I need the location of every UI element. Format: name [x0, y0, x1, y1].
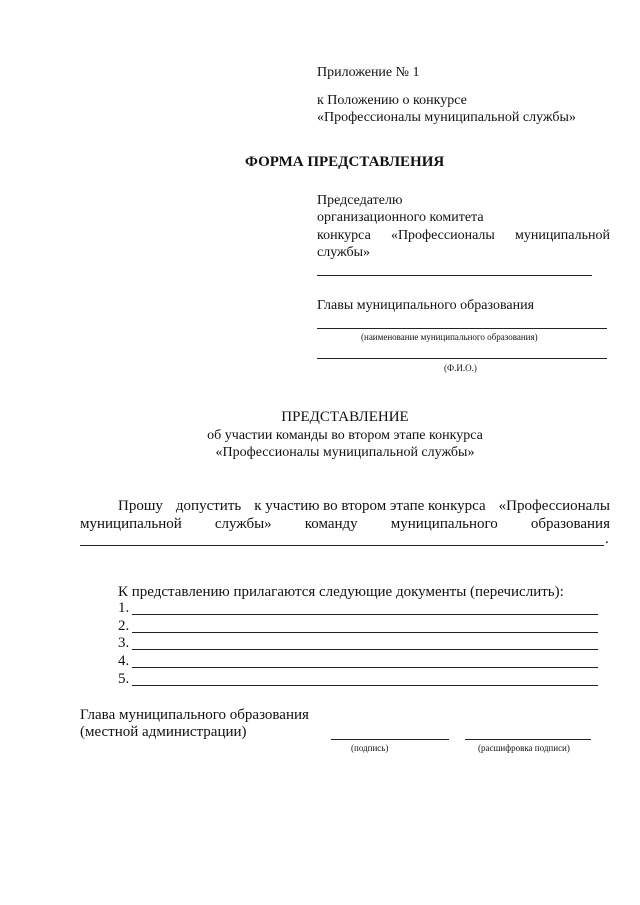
request-word: «Профессионалы — [498, 498, 610, 514]
addressee-word: муниципальной — [514, 228, 610, 243]
request-word: Прошу — [118, 498, 163, 514]
attachment-number: 5. — [118, 671, 130, 687]
request-word: муниципальной — [80, 516, 182, 532]
request-word: образования — [530, 516, 610, 532]
attachment-number: 1. — [118, 600, 130, 616]
municipality-name-field[interactable] — [317, 328, 607, 329]
attachment-number: 3. — [118, 635, 130, 651]
request-line-2 — [80, 515, 610, 533]
attachment-row — [118, 600, 598, 617]
attachments-intro: К представлению прилагаются следующие документы (перечислить): — [118, 584, 564, 600]
regulation-reference: к Положению о конкурсе — [317, 93, 467, 108]
addressee-word: «Профессионалы — [390, 228, 495, 243]
signature-decode-caption: (расшифровка подписи) — [478, 743, 570, 753]
municipality-caption: (наименование муниципального образования) — [361, 332, 538, 342]
addressee-line-4: службы» — [317, 245, 371, 260]
fio-caption: (Ф.И.О.) — [444, 363, 477, 373]
doc-title: ПРЕДСТАВЛЕНИЕ — [281, 409, 409, 425]
signatory-title-2: (местной администрации) — [80, 724, 247, 740]
request-word: к участию во втором этапе конкурса — [254, 498, 486, 514]
doc-subtitle-2: «Профессионалы муниципальной службы» — [215, 445, 475, 460]
attachment-row — [118, 671, 598, 688]
addressee-word: конкурса — [317, 228, 371, 243]
attachment-number: 4. — [118, 653, 130, 669]
request-word: команду — [304, 516, 358, 532]
municipality-entry-field[interactable] — [80, 545, 604, 546]
attachment-row — [118, 618, 598, 635]
request-end-mark: . — [605, 531, 609, 547]
signature-caption: (подпись) — [351, 743, 389, 753]
contest-name: «Профессионалы муниципальной службы» — [317, 110, 576, 125]
chairman-name-field[interactable] — [317, 275, 592, 276]
from-head-label: Главы муниципального образования — [317, 298, 535, 313]
attachment-field[interactable] — [132, 667, 598, 668]
attachment-field[interactable] — [132, 614, 598, 615]
attachment-field[interactable] — [132, 685, 598, 686]
attachment-row — [118, 635, 598, 652]
attachment-number: 2. — [118, 618, 130, 634]
attachment-field[interactable] — [132, 632, 598, 633]
addressee-line-3 — [317, 227, 610, 244]
attachment-row — [118, 653, 598, 670]
request-word: допустить — [175, 498, 242, 514]
signature-field[interactable] — [331, 739, 449, 740]
request-word: муниципального — [390, 516, 498, 532]
request-line-1 — [118, 497, 610, 515]
signature-decode-field[interactable] — [465, 739, 591, 740]
doc-subtitle-1: об участии команды во втором этапе конкурса — [207, 428, 483, 443]
addressee-line-1: Председателю — [317, 193, 403, 208]
attachment-field[interactable] — [132, 649, 598, 650]
signatory-title-1: Глава муниципального образования — [80, 707, 309, 723]
fio-field[interactable] — [317, 358, 607, 359]
addressee-line-2: организационного комитета — [317, 210, 484, 225]
appendix-label: Приложение № 1 — [317, 65, 420, 80]
form-title: ФОРМА ПРЕДСТАВЛЕНИЯ — [245, 154, 445, 170]
request-word: службы» — [214, 516, 272, 532]
